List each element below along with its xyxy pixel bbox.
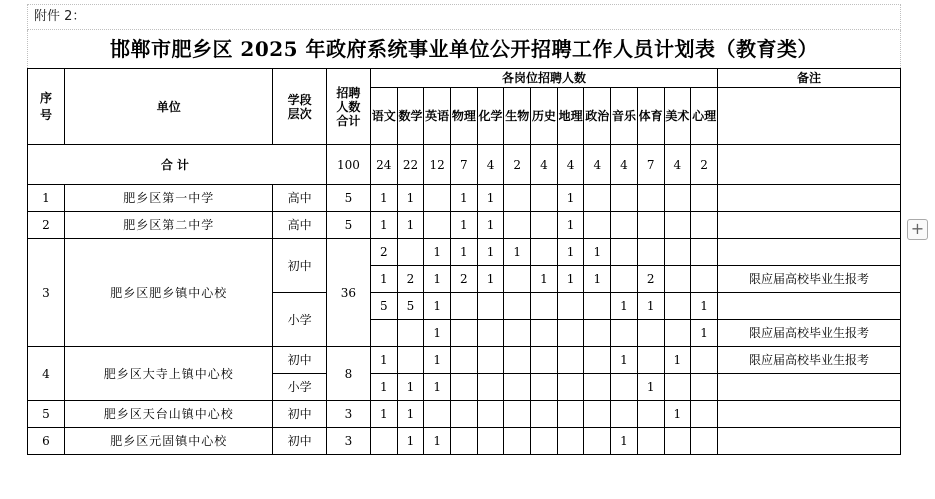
table-row bbox=[28, 212, 901, 239]
subject-count: 1 bbox=[611, 347, 638, 374]
header-subject: 英语 bbox=[424, 88, 451, 145]
subject-count bbox=[637, 212, 664, 239]
subject-count bbox=[477, 401, 504, 428]
row-total: 5 bbox=[326, 185, 370, 212]
subject-count: 1 bbox=[664, 347, 691, 374]
subject-count: 1 bbox=[397, 428, 424, 455]
subject-count bbox=[611, 239, 638, 266]
note-cell bbox=[718, 401, 901, 428]
subject-count: 1 bbox=[451, 212, 478, 239]
subject-count bbox=[531, 347, 558, 374]
note-cell bbox=[718, 293, 901, 320]
subject-count bbox=[637, 239, 664, 266]
subject-count: 1 bbox=[370, 347, 397, 374]
subject-count bbox=[664, 239, 691, 266]
subject-count: 2 bbox=[504, 145, 531, 185]
totals-row bbox=[28, 145, 901, 185]
subject-count bbox=[637, 401, 664, 428]
subject-count: 7 bbox=[637, 145, 664, 185]
subject-count: 2 bbox=[370, 239, 397, 266]
subject-count bbox=[531, 293, 558, 320]
subject-count bbox=[691, 212, 718, 239]
subject-count bbox=[611, 320, 638, 347]
subject-count bbox=[504, 428, 531, 455]
row-unit: 肥乡区肥乡镇中心校 bbox=[64, 239, 272, 347]
subject-count bbox=[451, 347, 478, 374]
subject-count bbox=[637, 185, 664, 212]
subject-count bbox=[477, 347, 504, 374]
subject-count: 1 bbox=[637, 374, 664, 401]
subject-count: 1 bbox=[397, 212, 424, 239]
subject-count bbox=[504, 374, 531, 401]
subject-count bbox=[691, 428, 718, 455]
subject-count bbox=[664, 374, 691, 401]
subject-count bbox=[477, 320, 504, 347]
subject-count bbox=[370, 428, 397, 455]
subject-count: 1 bbox=[370, 266, 397, 293]
subject-count: 1 bbox=[557, 239, 584, 266]
row-level: 小学 bbox=[273, 293, 326, 347]
subject-count: 2 bbox=[397, 266, 424, 293]
header-subject: 体育 bbox=[637, 88, 664, 145]
row-seq: 4 bbox=[28, 347, 65, 401]
subject-count bbox=[611, 266, 638, 293]
subject-count bbox=[691, 185, 718, 212]
subject-count bbox=[584, 320, 611, 347]
row-seq: 6 bbox=[28, 428, 65, 455]
header-subject: 化学 bbox=[477, 88, 504, 145]
subject-count bbox=[664, 293, 691, 320]
subject-count bbox=[504, 212, 531, 239]
subject-count: 1 bbox=[531, 266, 558, 293]
subject-count bbox=[664, 212, 691, 239]
subject-count: 1 bbox=[557, 185, 584, 212]
page-title: 邯郸市肥乡区 2025 年政府系统事业单位公开招聘工作人员计划表（教育类） bbox=[27, 30, 901, 68]
subject-count: 1 bbox=[477, 185, 504, 212]
header-subjects-group: 各岗位招聘人数 bbox=[370, 69, 717, 88]
subject-count: 7 bbox=[451, 145, 478, 185]
subject-count: 12 bbox=[424, 145, 451, 185]
subject-count bbox=[451, 374, 478, 401]
subject-count bbox=[397, 320, 424, 347]
subject-count: 1 bbox=[397, 401, 424, 428]
row-unit: 肥乡区第二中学 bbox=[64, 212, 272, 239]
subject-count bbox=[531, 374, 558, 401]
table-row bbox=[28, 347, 901, 374]
row-level: 初中 bbox=[273, 347, 326, 374]
subject-count bbox=[424, 185, 451, 212]
row-total: 3 bbox=[326, 401, 370, 428]
note-cell bbox=[718, 374, 901, 401]
table-row bbox=[28, 239, 901, 266]
subject-count: 2 bbox=[637, 266, 664, 293]
subject-count bbox=[557, 374, 584, 401]
subject-count bbox=[557, 401, 584, 428]
subject-count: 1 bbox=[424, 239, 451, 266]
subject-count bbox=[504, 266, 531, 293]
subject-count: 1 bbox=[691, 293, 718, 320]
header-seq: 序号 bbox=[28, 69, 65, 145]
recruitment-table bbox=[27, 68, 901, 455]
subject-count: 1 bbox=[504, 239, 531, 266]
subject-count: 1 bbox=[370, 374, 397, 401]
subject-count bbox=[611, 374, 638, 401]
note-cell bbox=[718, 212, 901, 239]
subject-count bbox=[504, 293, 531, 320]
table-row bbox=[28, 428, 901, 455]
header-subject: 语文 bbox=[370, 88, 397, 145]
subject-count bbox=[370, 320, 397, 347]
row-level: 初中 bbox=[273, 239, 326, 293]
subject-count bbox=[637, 428, 664, 455]
subject-count bbox=[424, 212, 451, 239]
subject-count bbox=[584, 185, 611, 212]
subject-count bbox=[637, 347, 664, 374]
subject-count bbox=[584, 374, 611, 401]
subject-count bbox=[451, 428, 478, 455]
subject-count: 1 bbox=[424, 347, 451, 374]
subject-count: 1 bbox=[611, 428, 638, 455]
row-seq: 3 bbox=[28, 239, 65, 347]
subject-count bbox=[451, 293, 478, 320]
header-level: 学段层次 bbox=[273, 69, 326, 145]
subject-count bbox=[531, 185, 558, 212]
subject-count: 1 bbox=[584, 266, 611, 293]
add-icon[interactable]: + bbox=[907, 219, 928, 240]
subject-count bbox=[531, 320, 558, 347]
header-subject: 地理 bbox=[557, 88, 584, 145]
subject-count bbox=[691, 239, 718, 266]
subject-count: 4 bbox=[584, 145, 611, 185]
row-level: 高中 bbox=[273, 212, 326, 239]
subject-count: 5 bbox=[370, 293, 397, 320]
subject-count: 1 bbox=[664, 401, 691, 428]
subject-count bbox=[611, 212, 638, 239]
subject-count: 2 bbox=[691, 145, 718, 185]
subject-count bbox=[664, 266, 691, 293]
subject-count bbox=[691, 374, 718, 401]
table-row bbox=[28, 185, 901, 212]
header-subject: 物理 bbox=[451, 88, 478, 145]
subject-count: 1 bbox=[397, 374, 424, 401]
subject-count: 1 bbox=[397, 185, 424, 212]
subject-count bbox=[691, 401, 718, 428]
subject-count: 1 bbox=[584, 239, 611, 266]
subject-count bbox=[691, 347, 718, 374]
subject-count bbox=[611, 185, 638, 212]
row-seq: 1 bbox=[28, 185, 65, 212]
subject-count: 1 bbox=[557, 266, 584, 293]
subject-count: 1 bbox=[477, 266, 504, 293]
subject-count bbox=[584, 401, 611, 428]
subject-count bbox=[584, 428, 611, 455]
subject-count bbox=[477, 374, 504, 401]
subject-count bbox=[664, 185, 691, 212]
row-unit: 肥乡区天台山镇中心校 bbox=[64, 401, 272, 428]
subject-count bbox=[397, 347, 424, 374]
subject-count: 2 bbox=[451, 266, 478, 293]
subject-count: 1 bbox=[691, 320, 718, 347]
subject-count: 1 bbox=[370, 212, 397, 239]
row-level: 小学 bbox=[273, 374, 326, 401]
subject-count: 1 bbox=[424, 266, 451, 293]
note-cell bbox=[718, 428, 901, 455]
subject-count: 4 bbox=[611, 145, 638, 185]
subject-count bbox=[584, 347, 611, 374]
attachment-label: 附件 2： bbox=[27, 4, 901, 30]
header-total: 招聘人数合计 bbox=[326, 69, 370, 145]
subject-count: 4 bbox=[557, 145, 584, 185]
note-cell: 限应届高校毕业生报考 bbox=[718, 347, 901, 374]
totals-total: 100 bbox=[326, 145, 370, 185]
subject-count bbox=[504, 185, 531, 212]
row-level: 初中 bbox=[273, 401, 326, 428]
header-subject: 生物 bbox=[504, 88, 531, 145]
subject-count bbox=[531, 212, 558, 239]
subject-count: 4 bbox=[531, 145, 558, 185]
row-total: 3 bbox=[326, 428, 370, 455]
subject-count: 4 bbox=[664, 145, 691, 185]
row-level: 初中 bbox=[273, 428, 326, 455]
subject-count bbox=[584, 293, 611, 320]
subject-count bbox=[557, 347, 584, 374]
subject-count: 1 bbox=[451, 185, 478, 212]
subject-count bbox=[691, 266, 718, 293]
subject-count bbox=[664, 320, 691, 347]
header-subject: 心理 bbox=[691, 88, 718, 145]
subject-count bbox=[637, 320, 664, 347]
subject-count bbox=[531, 428, 558, 455]
subject-count bbox=[397, 239, 424, 266]
subject-count: 4 bbox=[477, 145, 504, 185]
row-total: 36 bbox=[326, 239, 370, 347]
subject-count: 22 bbox=[397, 145, 424, 185]
subject-count: 1 bbox=[424, 374, 451, 401]
subject-count bbox=[451, 320, 478, 347]
note-cell bbox=[718, 239, 901, 266]
subject-count: 1 bbox=[370, 401, 397, 428]
subject-count bbox=[451, 401, 478, 428]
subject-count: 1 bbox=[370, 185, 397, 212]
row-total: 5 bbox=[326, 212, 370, 239]
subject-count bbox=[504, 320, 531, 347]
subject-count bbox=[504, 347, 531, 374]
subject-count bbox=[424, 401, 451, 428]
row-unit: 肥乡区元固镇中心校 bbox=[64, 428, 272, 455]
subject-count: 5 bbox=[397, 293, 424, 320]
subject-count bbox=[531, 401, 558, 428]
row-unit: 肥乡区第一中学 bbox=[64, 185, 272, 212]
subject-count: 1 bbox=[477, 239, 504, 266]
subject-count bbox=[557, 320, 584, 347]
note-cell bbox=[718, 185, 901, 212]
table-row bbox=[28, 401, 901, 428]
header-subject: 音乐 bbox=[611, 88, 638, 145]
subject-count: 1 bbox=[424, 428, 451, 455]
header-subject: 历史 bbox=[531, 88, 558, 145]
row-level: 高中 bbox=[273, 185, 326, 212]
note-cell: 限应届高校毕业生报考 bbox=[718, 266, 901, 293]
note-cell: 限应届高校毕业生报考 bbox=[718, 320, 901, 347]
note-cell bbox=[718, 145, 901, 185]
header-remark-blank bbox=[718, 88, 901, 145]
subject-count bbox=[584, 212, 611, 239]
row-total: 8 bbox=[326, 347, 370, 401]
subject-count bbox=[504, 401, 531, 428]
subject-count bbox=[557, 293, 584, 320]
subject-count: 1 bbox=[424, 320, 451, 347]
subject-count bbox=[531, 239, 558, 266]
subject-count bbox=[664, 428, 691, 455]
subject-count: 24 bbox=[370, 145, 397, 185]
subject-count: 1 bbox=[451, 239, 478, 266]
header-subject: 美术 bbox=[664, 88, 691, 145]
header-remark: 备注 bbox=[718, 69, 901, 88]
subject-count bbox=[477, 428, 504, 455]
row-unit: 肥乡区大寺上镇中心校 bbox=[64, 347, 272, 401]
header-subject: 数学 bbox=[397, 88, 424, 145]
subject-count bbox=[611, 401, 638, 428]
subject-count: 1 bbox=[611, 293, 638, 320]
row-seq: 2 bbox=[28, 212, 65, 239]
row-seq: 5 bbox=[28, 401, 65, 428]
subject-count: 1 bbox=[424, 293, 451, 320]
subject-count: 1 bbox=[637, 293, 664, 320]
header-row bbox=[28, 69, 901, 88]
header-subject: 政治 bbox=[584, 88, 611, 145]
subject-count bbox=[477, 293, 504, 320]
subject-count: 1 bbox=[557, 212, 584, 239]
subject-count: 1 bbox=[477, 212, 504, 239]
subject-count bbox=[557, 428, 584, 455]
header-unit: 单位 bbox=[64, 69, 272, 145]
totals-label: 合计 bbox=[28, 145, 327, 185]
